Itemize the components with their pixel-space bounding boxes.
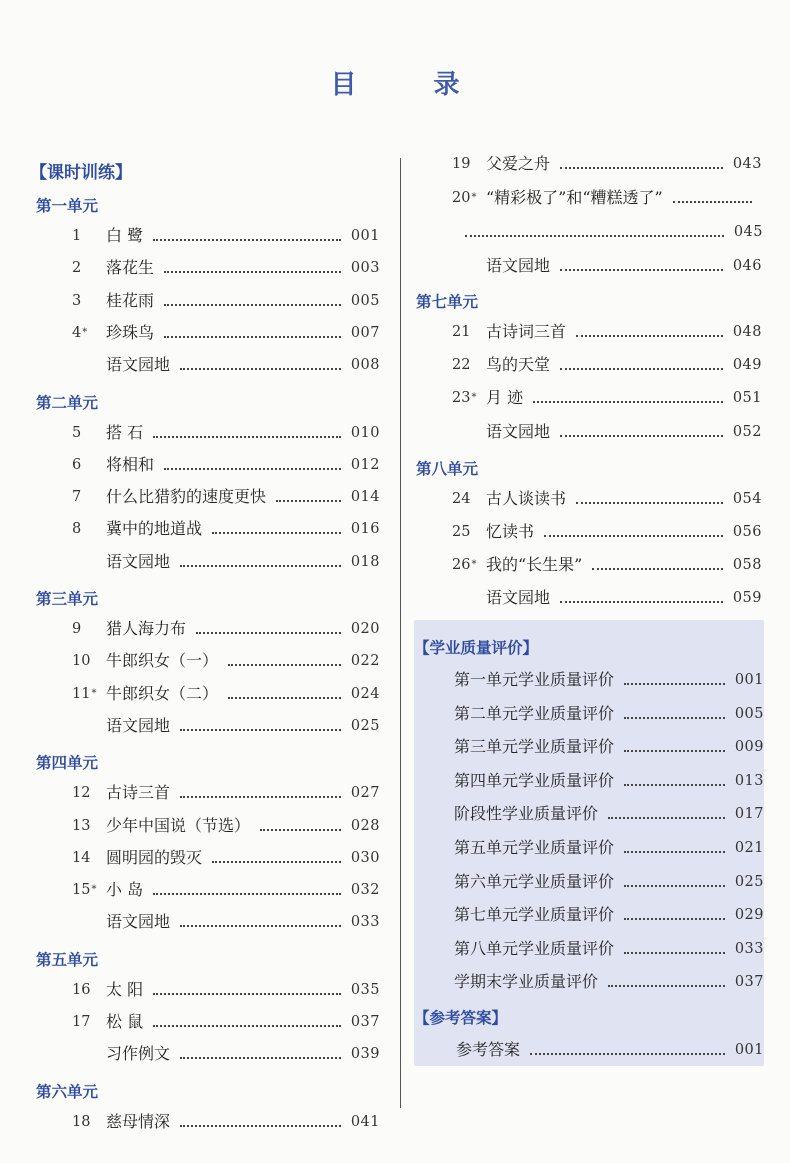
leader-dots	[624, 885, 725, 887]
toc-entry	[486, 586, 762, 608]
toc-entry	[452, 487, 762, 509]
entry-number: 11*	[72, 685, 97, 702]
page-number: 033	[350, 914, 380, 931]
leader-dots	[180, 796, 341, 798]
leader-dots	[544, 535, 723, 537]
entry-number: 18	[72, 1113, 91, 1130]
entry-title: 将相和	[106, 454, 155, 474]
leader-dots	[180, 729, 341, 731]
entry-title: 第二单元学业质量评价	[454, 703, 615, 723]
entry-number: 1	[72, 228, 82, 244]
leader-dots	[592, 568, 722, 570]
leader-dots	[228, 697, 341, 699]
entry-title: 牛郎织女（一）	[106, 651, 219, 671]
entry-title: 语文园地	[106, 715, 171, 735]
toc-entry	[72, 878, 380, 900]
unit-heading: 第六单元	[36, 1082, 99, 1101]
leader-dots	[624, 683, 725, 685]
leader-dots	[673, 201, 752, 203]
leader-dots	[164, 468, 341, 470]
unit-heading: 第二单元	[36, 393, 99, 412]
entry-number: 7	[72, 489, 82, 506]
leader-dots	[624, 851, 725, 853]
entry-title: 鸟的天堂	[486, 355, 551, 375]
leader-dots	[624, 717, 725, 719]
toc-entry	[72, 517, 380, 539]
toc-entry	[72, 321, 380, 343]
toc-entry	[72, 224, 380, 246]
entry-number: 14	[72, 849, 91, 866]
entry-number: 8	[72, 521, 82, 538]
page-number: 018	[350, 553, 380, 570]
toc-entry	[72, 682, 380, 704]
leader-dots	[276, 500, 341, 502]
unit-heading: 第一单元	[36, 197, 99, 215]
toc-entry	[72, 1010, 380, 1032]
entry-title: 古诗词三首	[486, 322, 567, 341]
leader-dots	[560, 167, 723, 169]
page-number: 048	[732, 324, 762, 340]
entry-title: 猎人海力布	[106, 619, 187, 638]
toc-entry	[72, 256, 380, 278]
entry-title: 牛郎织女（二）	[106, 683, 219, 703]
leader-dots	[560, 368, 723, 370]
entry-number: 23*	[452, 390, 477, 407]
toc-entry	[454, 802, 764, 824]
supplementary-mark: *	[82, 326, 88, 338]
toc-entry	[72, 485, 380, 507]
supplementary-mark: *	[471, 192, 477, 203]
entry-title: 习作例文	[106, 1044, 171, 1064]
page-number: 059	[732, 590, 762, 607]
leader-dots	[212, 861, 341, 863]
toc-entry	[486, 254, 762, 276]
page-number: 052	[732, 423, 762, 440]
leader-dots	[153, 239, 341, 241]
page-number: 009	[734, 739, 764, 756]
entry-title: 第三单元学业质量评价	[454, 737, 615, 757]
page-number: 033	[734, 940, 764, 957]
page-number: 054	[732, 490, 762, 507]
leader-dots	[180, 1057, 341, 1059]
entry-title: 忆读书	[486, 522, 535, 541]
page-number: 020	[350, 621, 380, 637]
entry-title: 落花生	[106, 258, 155, 278]
leader-dots	[212, 532, 341, 534]
entry-title: 语文园地	[106, 551, 171, 571]
supplementary-mark: *	[91, 687, 97, 699]
entry-title: 参考答案	[456, 1040, 521, 1059]
toc-entry	[106, 1042, 380, 1064]
leader-dots	[560, 269, 723, 271]
entry-title: 古诗三首	[106, 783, 171, 803]
supplementary-mark: *	[471, 392, 477, 404]
entry-title: 父爱之舟	[486, 154, 551, 173]
entry-title: 白 鹭	[106, 226, 144, 245]
leader-dots	[465, 235, 724, 237]
entry-number: 25	[452, 524, 471, 540]
entry-title: 桂花雨	[106, 290, 155, 310]
entry-number: 4*	[72, 324, 88, 341]
entry-number: 6	[72, 456, 82, 473]
entry-title: 珍珠鸟	[106, 322, 155, 342]
page-number: 025	[350, 717, 380, 734]
leader-dots	[228, 664, 341, 666]
supplementary-mark: *	[471, 559, 477, 571]
page-number: 045	[733, 224, 763, 240]
leader-dots	[560, 435, 723, 437]
leader-dots	[164, 336, 341, 338]
leader-dots	[153, 436, 341, 438]
entry-title: 小 岛	[106, 880, 144, 900]
leader-dots	[153, 993, 341, 995]
section-heading: 【学业质量评价】	[414, 639, 539, 657]
toc-entry	[72, 289, 380, 311]
leader-dots	[608, 817, 725, 819]
entry-title: 少年中国说（节选）	[106, 815, 251, 835]
toc-entry	[72, 421, 380, 443]
unit-heading: 第八单元	[416, 459, 479, 478]
toc-entry	[452, 320, 762, 342]
leader-dots	[260, 829, 341, 831]
section-heading: 【参考答案】	[414, 1009, 508, 1027]
column-divider	[400, 158, 401, 1108]
toc-entry	[452, 353, 762, 375]
page-number: 014	[350, 489, 380, 506]
unit-heading: 第四单元	[36, 754, 99, 773]
page-number: 028	[350, 817, 380, 834]
leader-dots	[180, 1125, 341, 1127]
toc-entry	[452, 152, 762, 174]
leader-dots	[576, 335, 723, 337]
toc-entry	[452, 553, 762, 575]
toc-entry	[454, 870, 764, 892]
entry-title: 阶段性学业质量评价	[454, 804, 599, 824]
page-number: 001	[734, 672, 764, 688]
toc-entry	[456, 1038, 764, 1060]
page-number: 035	[350, 981, 380, 998]
leader-dots	[164, 271, 341, 273]
toc-entry	[452, 520, 762, 542]
entry-number: 19	[452, 156, 471, 172]
entry-title: 第八单元学业质量评价	[454, 938, 615, 958]
toc-entry	[106, 714, 380, 736]
entry-title: 第六单元学业质量评价	[454, 871, 615, 891]
page-number: 030	[350, 849, 380, 866]
page-number: 001	[734, 1042, 764, 1058]
toc-entry	[454, 970, 764, 992]
page-number: 039	[350, 1046, 380, 1063]
page-number: 005	[734, 705, 764, 722]
page-number: 012	[350, 456, 380, 473]
entry-title: 第一单元学业质量评价	[454, 670, 615, 689]
supplementary-mark: *	[91, 884, 97, 896]
toc-entry	[454, 903, 764, 925]
page-number: 003	[350, 260, 380, 277]
page-number: 032	[350, 882, 380, 899]
page-number: 027	[350, 785, 380, 802]
page-number: 058	[732, 557, 762, 574]
entry-title: “精彩极了”和“糟糕透了”	[486, 188, 663, 207]
leader-dots	[196, 632, 341, 634]
entry-title: 圆明园的毁灭	[106, 847, 203, 867]
leader-dots	[164, 304, 341, 306]
leader-dots	[153, 1025, 341, 1027]
leader-dots	[180, 368, 341, 370]
page-number: 017	[734, 806, 764, 823]
entry-number: 9	[72, 621, 82, 637]
entry-number: 26*	[452, 557, 477, 574]
entry-title: 古人谈读书	[486, 488, 567, 508]
page-number: 024	[350, 685, 380, 702]
page-number: 016	[350, 521, 380, 538]
toc-entry	[454, 668, 764, 690]
toc-entry	[106, 550, 380, 572]
page-number: 010	[350, 424, 380, 441]
page-number: 013	[734, 772, 764, 789]
page-number: 021	[734, 840, 764, 856]
entry-number: 12	[72, 785, 91, 802]
leader-dots	[180, 565, 341, 567]
entry-title: 第七单元学业质量评价	[454, 905, 615, 925]
leader-dots	[530, 1053, 725, 1055]
page-number: 005	[350, 292, 380, 309]
entry-title: 第四单元学业质量评价	[454, 770, 615, 790]
toc-entry	[454, 735, 764, 757]
page-number: 051	[732, 390, 762, 407]
unit-heading: 第五单元	[36, 950, 99, 969]
page-number: 037	[734, 974, 764, 991]
entry-number: 15*	[72, 882, 97, 899]
entry-title: 语文园地	[106, 912, 171, 932]
entry-number: 3	[72, 292, 82, 309]
page-number: 001	[350, 228, 380, 244]
toc-entry	[454, 769, 764, 791]
toc-entry	[452, 386, 762, 408]
page-number: 046	[732, 258, 762, 274]
entry-title: 月 迹	[486, 388, 524, 408]
entry-title: 语文园地	[486, 256, 551, 275]
toc-entry	[454, 937, 764, 959]
entry-title: 慈母情深	[106, 1111, 171, 1131]
entry-number: 22	[452, 357, 471, 374]
entry-number: 10	[72, 653, 91, 670]
page-number: 008	[350, 357, 380, 374]
page-title: 目 录	[330, 70, 494, 100]
entry-title: 学期末学业质量评价	[454, 972, 599, 992]
entry-number: 13	[72, 817, 91, 834]
toc-entry	[452, 186, 762, 208]
leader-dots	[608, 985, 725, 987]
entry-number: 16	[72, 981, 91, 998]
page-number: 029	[734, 907, 764, 924]
toc-entry	[72, 453, 380, 475]
entry-title: 语文园地	[486, 588, 551, 608]
leader-dots	[153, 893, 341, 895]
toc-entry	[72, 781, 380, 803]
entry-number: 20*	[452, 190, 477, 206]
page-number: 041	[350, 1113, 380, 1130]
unit-heading: 第三单元	[36, 590, 99, 608]
toc-entry	[455, 220, 763, 242]
leader-dots	[533, 401, 723, 403]
toc-entry	[454, 836, 764, 858]
toc-entry	[72, 814, 380, 836]
toc-entry	[72, 617, 380, 639]
entry-title: 松 鼠	[106, 1012, 144, 1031]
section-heading: 【课时训练】	[30, 163, 132, 183]
page-number: 056	[732, 524, 762, 540]
page-number: 025	[734, 873, 764, 890]
leader-dots	[624, 750, 725, 752]
entry-title: 第五单元学业质量评价	[454, 838, 615, 857]
toc-entry	[72, 846, 380, 868]
unit-heading: 第七单元	[416, 293, 479, 311]
entry-number: 21	[452, 324, 471, 340]
leader-dots	[624, 952, 725, 954]
toc-entry	[72, 649, 380, 671]
toc-entry	[106, 910, 380, 932]
toc-entry	[486, 420, 762, 442]
leader-dots	[576, 502, 723, 504]
entry-number: 2	[72, 260, 82, 277]
toc-entry	[454, 702, 764, 724]
leader-dots	[624, 784, 725, 786]
entry-title: 语文园地	[106, 355, 171, 375]
leader-dots	[180, 925, 341, 927]
leader-dots	[560, 601, 723, 603]
entry-number: 17	[72, 1014, 91, 1030]
page-number: 037	[350, 1014, 380, 1030]
entry-title: 语文园地	[486, 421, 551, 441]
page-number: 043	[732, 156, 762, 172]
entry-title: 冀中的地道战	[106, 519, 203, 539]
toc-entry	[72, 978, 380, 1000]
entry-number: 5	[72, 424, 82, 441]
entry-title: 太 阳	[106, 979, 144, 999]
toc-entry	[72, 1110, 380, 1132]
entry-title: 搭 石	[106, 422, 144, 442]
leader-dots	[624, 918, 725, 920]
page-number: 007	[350, 324, 380, 341]
page-number: 049	[732, 357, 762, 374]
entry-title: 什么比猎豹的速度更快	[106, 487, 267, 507]
entry-number: 24	[452, 490, 471, 507]
toc-entry	[106, 353, 380, 375]
entry-title: 我的“长生果”	[486, 555, 583, 575]
page-number: 022	[350, 653, 380, 670]
